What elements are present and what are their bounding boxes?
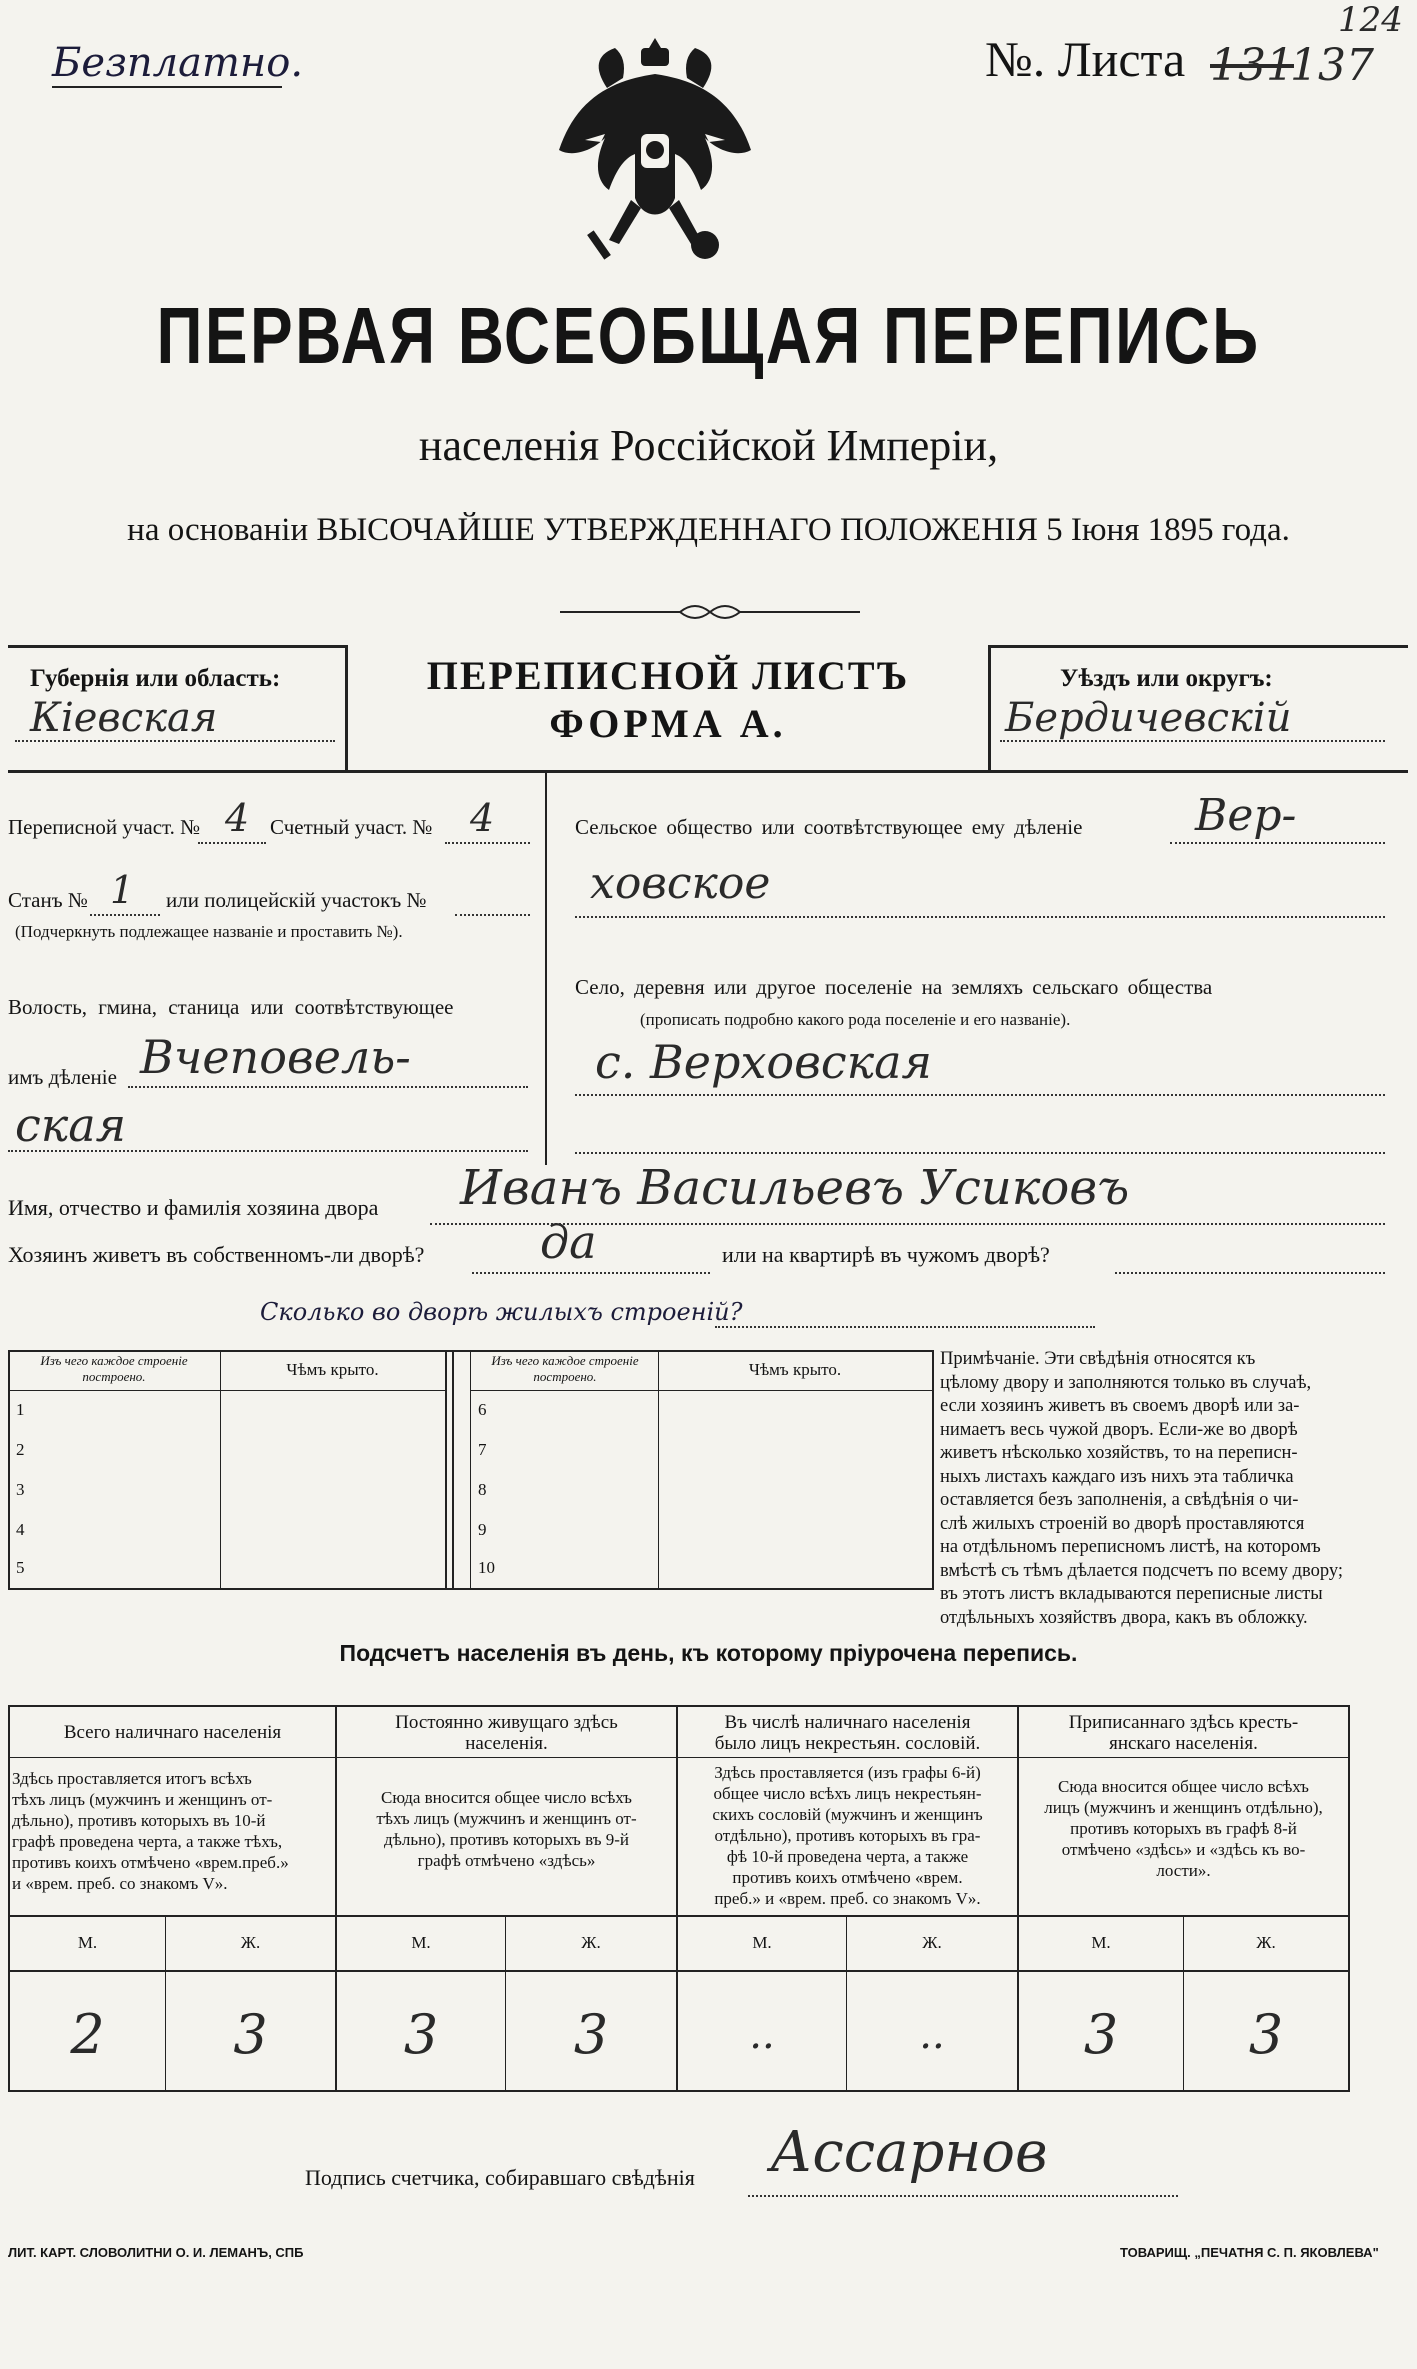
registered-female-value: 3 xyxy=(1248,2003,1284,2066)
note-line: оставляется безъ заполненія, а свѣдѣнія о чи- xyxy=(940,1490,1299,1510)
owner-name-label: Имя, отчество и фамилія хозяина двора xyxy=(8,1195,379,1220)
note-line: вмѣстѣ съ тѣмъ дѣлается подсчетъ по всему двору; xyxy=(940,1560,1344,1581)
col-permanent-f-label: Ж. xyxy=(581,1933,601,1952)
province-label: Губернія или область: xyxy=(30,665,281,692)
total-male-value: 2 xyxy=(70,2003,105,2066)
col-non-peasant-f-label: Ж. xyxy=(922,1933,942,1952)
col-total-text: Здѣсь проставляется итогъ всѣхъ тѣхъ лицъ (мужчинъ и женщинъ от- дѣльно), противъ которыхъ въ 10-й графѣ проведена черта, а также тѣхъ, противъ коихъ отмѣчено «врем.преб.» и «врем. преб. со знакомъ V». xyxy=(12,1769,289,1893)
count-section-value: 4 xyxy=(470,796,495,840)
col-permanent-header: Постоянно живущаго здѣсь населенія. xyxy=(395,1712,618,1754)
table-row: 5 xyxy=(16,1558,25,1577)
form-title: ПЕРЕПИСНОЙ ЛИСТЪ xyxy=(426,653,910,698)
buildings-label: Сколько во дворѣ жилыхъ строеній? xyxy=(260,1298,743,1326)
col-non-peasant-header: Въ числѣ наличнаго населенія было лицъ некрестьян. сословій. xyxy=(714,1712,981,1754)
stan-label: Станъ № xyxy=(8,888,88,912)
col-registered-f-label: Ж. xyxy=(1256,1933,1276,1952)
own-yard-value: да xyxy=(540,1215,597,1269)
col-registered-m-label: М. xyxy=(1091,1933,1111,1952)
society-label: Сельское общество или соотвѣтствующее ему дѣленіе xyxy=(575,815,1083,839)
village-value: с. Верховская xyxy=(595,1035,933,1089)
table-row: 6 xyxy=(478,1400,487,1419)
signature-value: Ассарнов xyxy=(770,2120,1048,2185)
corner-number: 124 xyxy=(1338,0,1403,40)
stan-value: 1 xyxy=(110,868,135,912)
permanent-male-value: 3 xyxy=(403,2003,439,2066)
village-note: (прописать подробно какого рода поселеніе и его названіе). xyxy=(640,1010,1071,1029)
signature-label: Подпись счетчика, собиравшаго свѣдѣнія xyxy=(305,2165,695,2190)
note-line: живетъ нѣсколько хозяйствъ, то на переписн- xyxy=(940,1443,1298,1463)
own-yard-label: Хозяинъ живетъ въ собственномъ-ли дворѣ? xyxy=(8,1242,425,1267)
note-line: въ этотъ листъ вкладываются переписные листы xyxy=(940,1584,1323,1604)
col-registered-text: Сюда вносится общее число всѣхъ лицъ (мужчинъ и женщинъ отдѣльно), противъ которыхъ въ графѣ 8-й отмѣчено «здѣсь» и «здѣсь къ во- лости». xyxy=(1044,1777,1323,1880)
table-row: 10 xyxy=(478,1558,495,1577)
ornament-divider xyxy=(560,600,860,624)
registered-male-value: 3 xyxy=(1083,2003,1119,2066)
count-section-label: Счетный участ. № xyxy=(270,815,433,839)
permanent-female-value: 3 xyxy=(573,2003,609,2066)
footer-printer-right: ТОВАРИЩ. „ПЕЧАТНЯ С. П. ЯКОВЛЕВА" xyxy=(1120,2245,1379,2260)
owner-name-value: Иванъ Васильевъ Усиковъ xyxy=(460,1160,1130,1216)
total-female-value: 3 xyxy=(233,2003,268,2066)
col-non-peasant-text: Здѣсь проставляется (изъ графы 6-й) общее число всѣхъ лицъ некрестьян- скихъ сословій (мужчинъ и женщинъ отдѣльно), противъ которыхъ въ гра- фѣ 10-й проведена черта, а также противъ коихъ отмѣчено «врем. преб.» и «врем. преб. со знакомъ V». xyxy=(712,1763,983,1908)
census-section-value: 4 xyxy=(225,796,250,840)
sheet-number-struck: 131 xyxy=(1210,40,1294,91)
col-permanent-m-label: М. xyxy=(411,1933,431,1952)
material-column-header-right: Изъ чего каждое строеніе построено. xyxy=(491,1353,639,1384)
note-line: слѣ жилыхъ строеній во дворѣ проставляются xyxy=(940,1513,1305,1534)
note-line: отдѣльныхъ хозяйствъ двора, какъ въ обложку. xyxy=(940,1607,1308,1628)
table-row: 2 xyxy=(16,1440,25,1459)
page-title: ПЕРВАЯ ВСЕОБЩАЯ ПЕРЕПИСЬ xyxy=(156,291,1261,380)
col-non-peasant-m-label: М. xyxy=(752,1933,772,1952)
table-row: 3 xyxy=(16,1480,25,1499)
col-total-header: Всего наличнаго населенія xyxy=(63,1722,282,1743)
society-value: Вер- xyxy=(1195,790,1297,841)
village-label: Село, деревня или другое поселеніе на земляхъ сельскаго общества xyxy=(575,975,1213,999)
coat-of-arms-emblem xyxy=(555,30,755,265)
volost-value: Вчеповель- xyxy=(140,1030,411,1084)
col-total-m-label: М. xyxy=(77,1933,98,1952)
district-value: Бердичевскій xyxy=(1005,695,1292,741)
material-column-header: Изъ чего каждое строеніе построено. xyxy=(40,1353,188,1384)
form-type: ФОРМА А. xyxy=(549,701,787,746)
district-label: Уѣздъ или округъ: xyxy=(1060,665,1273,692)
free-label: Безплатно. xyxy=(52,40,304,86)
rented-label: или на квартирѣ въ чужомъ дворѣ? xyxy=(722,1242,1050,1267)
sheet-number-label: №. Листа xyxy=(985,31,1186,87)
table-row: 4 xyxy=(16,1520,25,1539)
table-row: 7 xyxy=(478,1440,487,1459)
underline-note: (Подчеркнуть подлежащее названіе и проставить №). xyxy=(15,922,403,941)
non-peasant-male-value: .. xyxy=(749,2012,775,2058)
volost-label: Волость, гмина, станица или соотвѣтствующее xyxy=(8,995,454,1019)
volost-label-2: имъ дѣленіе xyxy=(8,1065,117,1089)
note-line: нимаетъ весь чужой дворъ. Если-же во дворѣ xyxy=(940,1419,1298,1440)
note-line: цѣлому двору и заполняются только въ случаѣ, xyxy=(940,1372,1312,1393)
province-value: Кіевская xyxy=(30,695,218,741)
page-subtitle: населенія Россійской Имперіи, xyxy=(418,421,999,470)
table-row: 1 xyxy=(16,1400,25,1419)
col-total-f-label: Ж. xyxy=(240,1933,261,1952)
roof-column-header: Чѣмъ крыто. xyxy=(286,1360,379,1379)
society-value-2: ховское xyxy=(590,858,771,909)
police-label: или полицейскій участокъ № xyxy=(166,888,427,912)
census-section-label: Переписной участ. № xyxy=(8,815,201,839)
roof-column-header-right: Чѣмъ крыто. xyxy=(748,1360,842,1379)
table-row: 9 xyxy=(478,1520,487,1539)
col-permanent-text: Сюда вносится общее число всѣхъ тѣхъ лицъ (мужчинъ и женщинъ от- дѣльно), противъ которыхъ въ 9-й графѣ отмѣчено «здѣсь» xyxy=(376,1788,637,1870)
note-line: Примѣчаніе. Эти свѣдѣнія относятся къ xyxy=(940,1349,1256,1369)
col-registered-header: Приписаннаго здѣсь кресть- янскаго населенія. xyxy=(1068,1712,1299,1754)
sheet-number-value: 137 xyxy=(1290,40,1374,91)
note-line: если хозяинъ живетъ въ своемъ дворѣ или за- xyxy=(940,1396,1300,1416)
note-line: ныхъ листахъ каждаго изъ нихъ эта табличка xyxy=(940,1466,1294,1487)
legal-basis: на основаніи ВЫСОЧАЙШЕ УТВЕРЖДЕННАГО ПОЛОЖЕНІЯ 5 Іюня 1895 года. xyxy=(127,512,1290,548)
footer-printer-left: ЛИТ. КАРТ. СЛОВОЛИТНИ О. И. ЛЕМАНЪ, СПБ xyxy=(8,2245,304,2260)
table-row: 8 xyxy=(478,1480,487,1499)
population-title: Подсчетъ населенія въ день, къ которому пріурочена перепись. xyxy=(339,1640,1078,1666)
volost-value-2: ская xyxy=(15,1098,127,1152)
non-peasant-female-value: .. xyxy=(919,2012,945,2058)
note-block xyxy=(940,1348,1352,1630)
note-line: на отдѣльномъ переписномъ листѣ, на которомъ xyxy=(940,1537,1321,1557)
